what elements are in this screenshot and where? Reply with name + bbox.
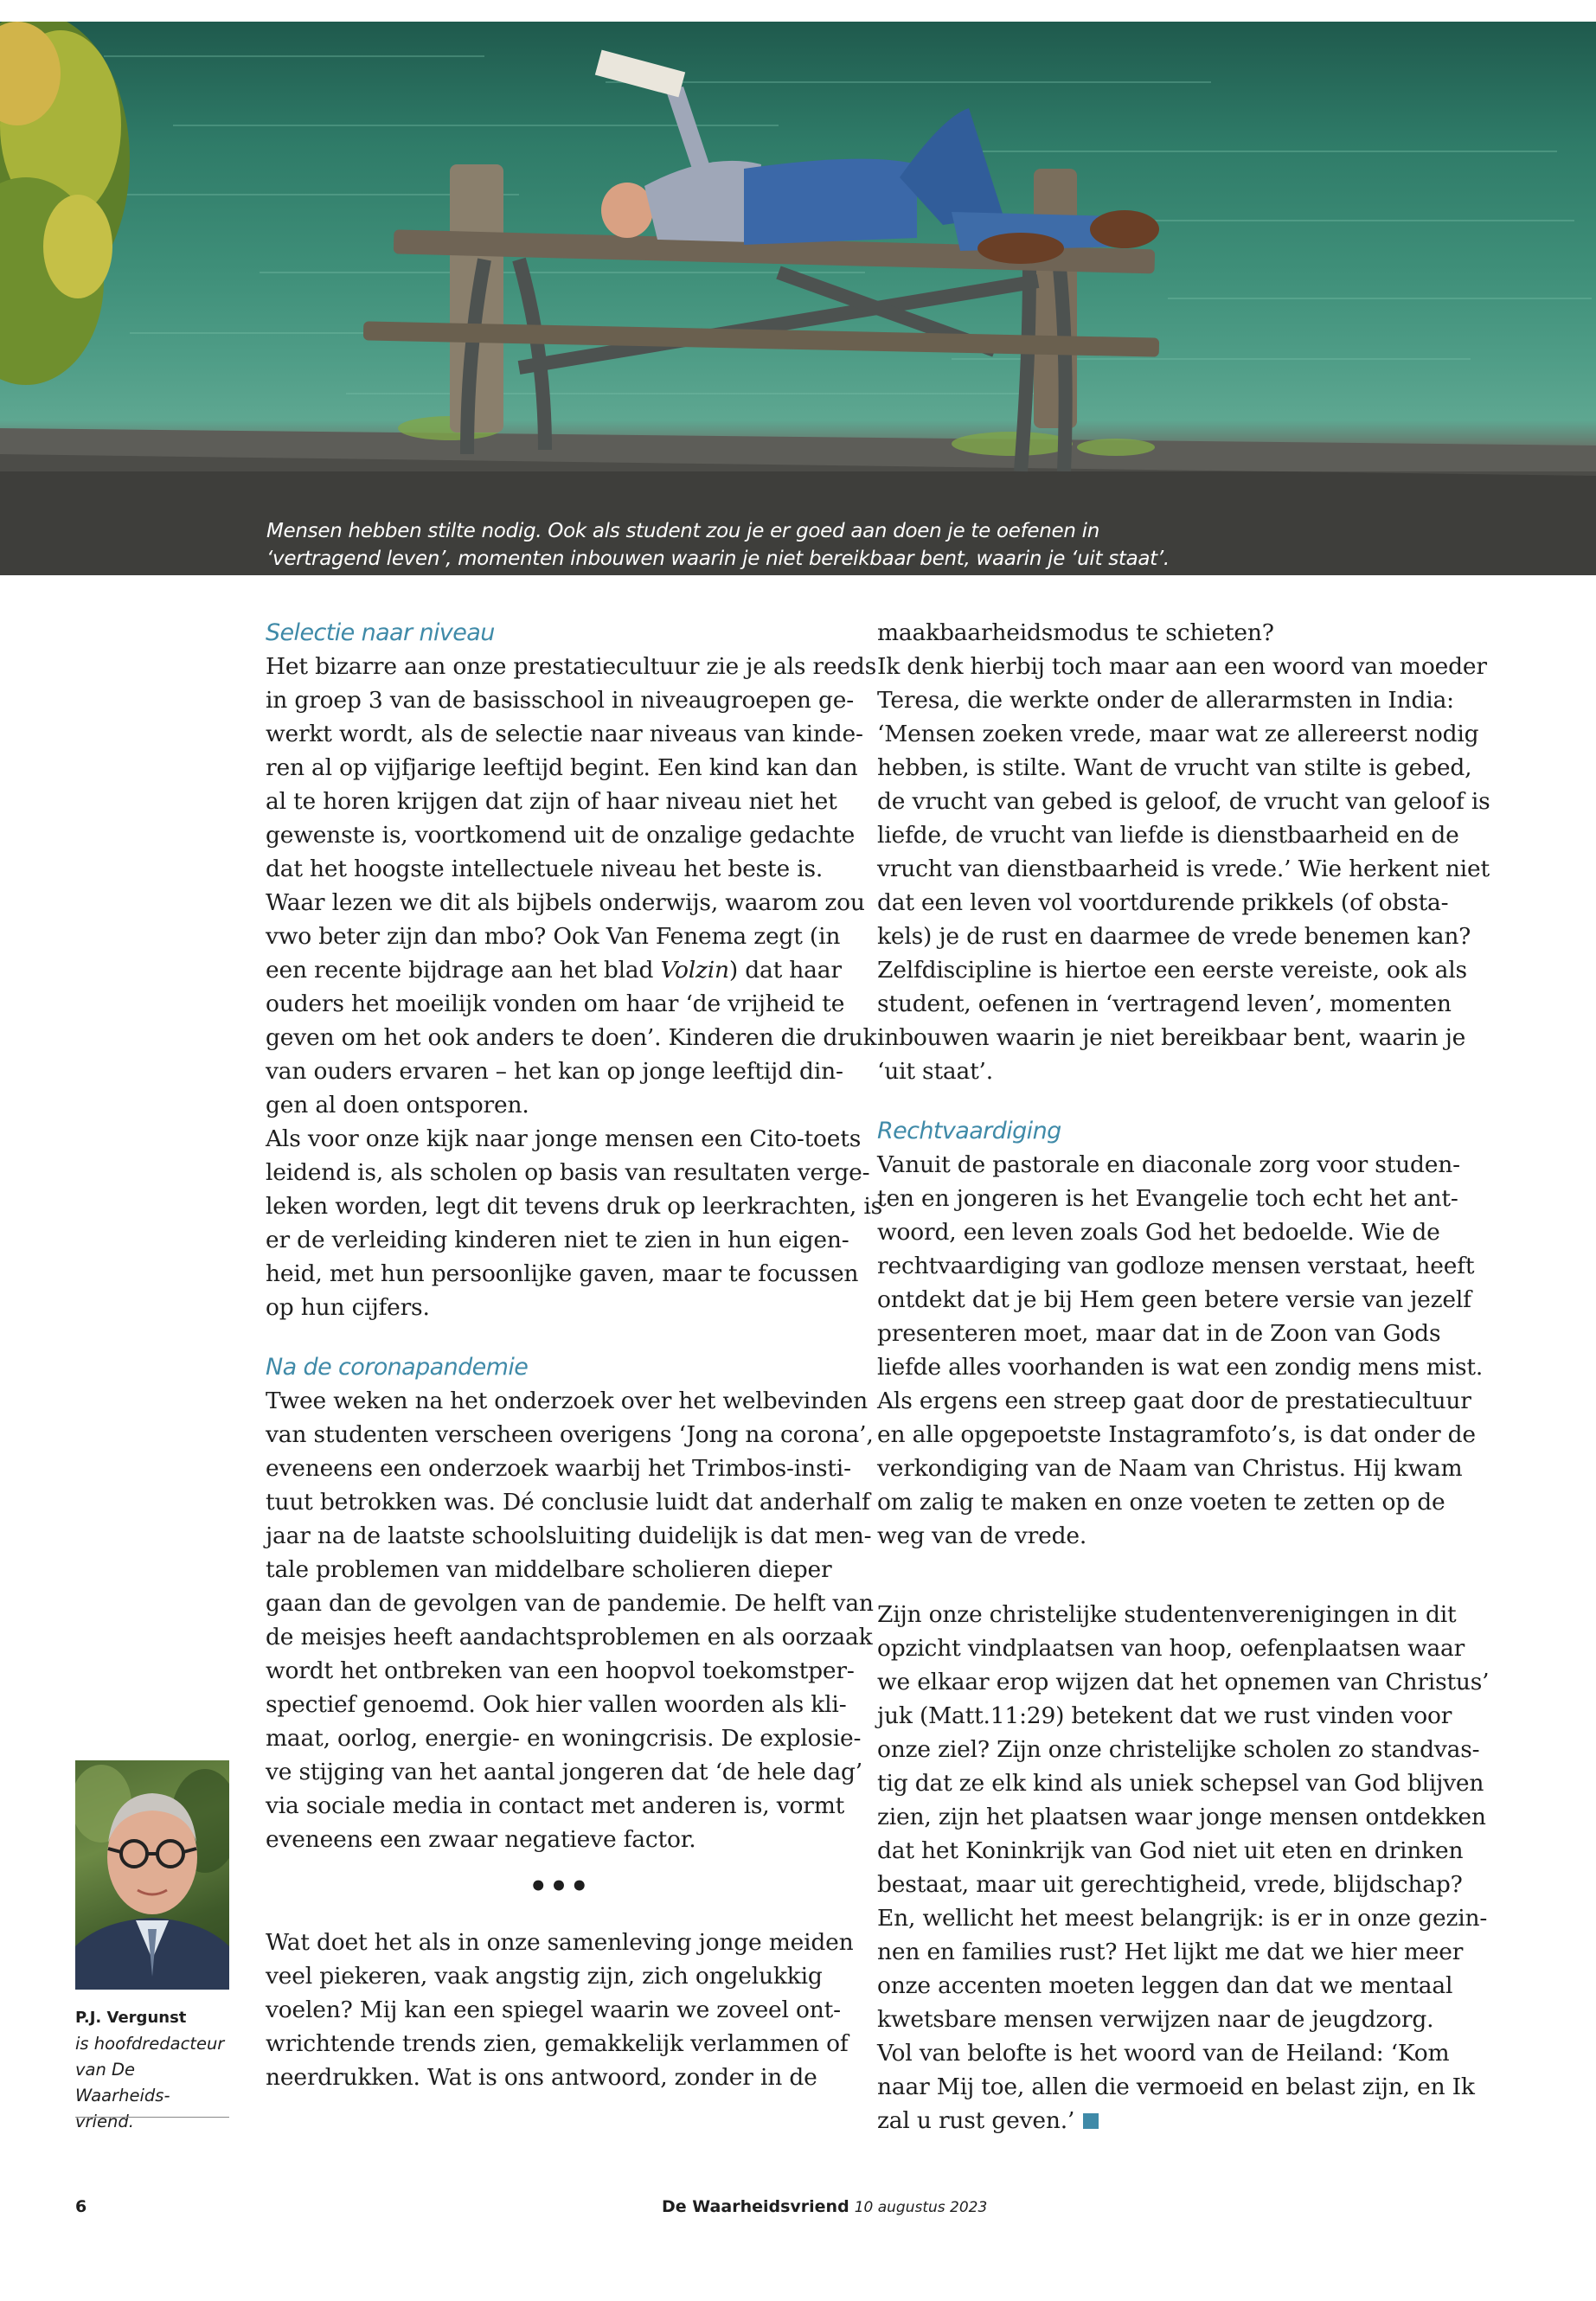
text-line: voelen? Mij kan een spiegel waarin we zoveel ont- <box>266 1997 841 2023</box>
magazine-title: Volzin <box>660 957 729 984</box>
paragraph <box>877 1148 1484 1553</box>
section-heading: Selectie naar niveau <box>266 619 495 646</box>
page-number: 6 <box>75 2197 87 2216</box>
text-line: eveneens een onderzoek waarbij het Trimbos-insti- <box>266 1455 851 1482</box>
text-line: jaar na de laatste schoolsluiting duidelijk is dat men- <box>266 1522 872 1549</box>
text-line: van ouders ervaren – het kan op jonge leeftijd din- <box>266 1058 843 1085</box>
text-line: om zalig te maken en onze voeten te zetten op de <box>877 1489 1445 1516</box>
spacer <box>266 1324 854 1350</box>
article-column-left <box>266 616 883 2094</box>
caption-line: ‘vertragend leven’, momenten inbouwen waarin je niet bereikbaar bent, waarin je ‘uit staat’. <box>266 548 1170 570</box>
text-line: Als voor onze kijk naar jonge mensen een Cito-toets <box>266 1125 862 1152</box>
paragraph <box>877 616 1490 1088</box>
text-line: tuut betrokken was. Dé conclusie luidt dat anderhalf <box>266 1489 870 1516</box>
text-line: leken worden, legt dit tevens druk op leerkrachten, is <box>266 1193 883 1220</box>
text-line: de meisjes heeft aandachtsproblemen en als oorzaak <box>266 1624 873 1650</box>
text-line: ren al op vijfjarige leeftijd begint. Een kind kan dan <box>266 754 858 781</box>
text-line: Twee weken na het onderzoek over het welbevinden <box>266 1388 868 1414</box>
text-line: juk (Matt.11:29) betekent dat we rust vinden voor <box>877 1702 1452 1729</box>
text-line: Zelfdiscipline is hiertoe een eerste vereiste, ook als <box>877 957 1467 984</box>
text-line: vrucht van dienstbaarheid is vrede.’ Wie herkent niet <box>877 856 1490 882</box>
text-fragment: zal u rust geven.’ <box>877 2107 1075 2134</box>
text-line: ‘Mensen zoeken vrede, maar wat ze allereerst nodig <box>877 721 1479 747</box>
author-description-line: is hoofdredacteur <box>75 2034 225 2054</box>
text-line: Teresa, die werkte onder de allerarmsten in India: <box>877 687 1454 714</box>
author-photo <box>75 1760 229 1990</box>
text-line: opzicht vindplaatsen van hoop, oefenplaatsen waar <box>877 1635 1465 1662</box>
text-line: verkondiging van de Naam van Christus. Hij kwam <box>877 1455 1463 1482</box>
section-separator: ••• <box>529 1869 591 1904</box>
author-description-line: van De Waarheids- <box>75 2060 170 2106</box>
text-line: student, oefenen in ‘vertragend leven’, momenten <box>877 990 1452 1017</box>
text-line: gewenste is, voortkomend uit de onzalige gedachte <box>266 822 856 849</box>
text-line: rechtvaardiging van godloze mensen verstaat, heeft <box>877 1253 1475 1279</box>
section-heading: Rechtvaardiging <box>877 1118 1061 1144</box>
text-line: Vanuit de pastorale en diaconale zorg voor studen- <box>877 1151 1460 1178</box>
text-line: liefde alles voorhanden is wat een zondig mens mist. <box>877 1354 1484 1381</box>
text-line: Wat doet het als in onze samenleving jonge meiden <box>266 1929 854 1956</box>
text-line: eveneens een zwaar negatieve factor. <box>266 1826 696 1853</box>
text-line: van studenten verscheen overigens ‘Jong na corona’, <box>266 1421 874 1448</box>
text-line: al te horen krijgen dat zijn of haar niveau niet het <box>266 788 837 815</box>
author-name: P.J. Vergunst <box>75 2009 187 2027</box>
text-line: maat, oorlog, energie- en woningcrisis. De explosie- <box>266 1725 862 1752</box>
text-line: er de verleiding kinderen niet te zien in hun eigen- <box>266 1227 849 1253</box>
text-line: ontdekt dat je bij Hem geen betere versie van jezelf <box>877 1286 1471 1313</box>
text-line: hebben, is stilte. Want de vrucht van stilte is gebed, <box>877 754 1472 781</box>
author-portrait-illustration <box>75 1760 229 1990</box>
text-line: inbouwen waarin je niet bereikbaar bent, waarin je <box>877 1024 1466 1051</box>
divider <box>75 2117 229 2118</box>
text-line: geven om het ook anders te doen’. Kinderen die druk <box>266 1024 877 1051</box>
caption-line: Mensen hebben stilte nodig. Ook als student zou je er goed aan doen je te oefenen in <box>266 520 1100 542</box>
text-line: zien, zijn het plaatsen waar jonge mensen ontdekken <box>877 1804 1486 1830</box>
text-line: ‘uit staat’. <box>877 1058 993 1085</box>
text-line: vwo beter zijn dan mbo? Ook Van Fenema zegt (in <box>266 923 841 950</box>
text-line: onze ziel? Zijn onze christelijke scholen zo standvas- <box>877 1736 1480 1763</box>
text-line: Waar lezen we dit als bijbels onderwijs, waarom zou <box>266 889 865 916</box>
author-description-line: vriend. <box>75 2112 134 2131</box>
text-line: wordt het ontbreken van een hoopvol toekomstper- <box>266 1657 855 1684</box>
text-line: ten en jongeren is het Evangelie toch echt het ant- <box>877 1185 1458 1212</box>
text-line: dat het hoogste intellectuele niveau het beste is. <box>266 856 824 882</box>
text-line: presenteren moet, maar dat in de Zoon van Gods <box>877 1320 1441 1347</box>
text-line: heid, met hun persoonlijke gaven, maar te focussen <box>266 1260 859 1287</box>
text-line: gaan dan de gevolgen van de pandemie. De helft van <box>266 1590 874 1617</box>
text-line: kwetsbare mensen verwijzen naar de jeugdzorg. <box>877 2006 1434 2033</box>
paragraph <box>266 1384 874 1856</box>
text-line: dat een leven vol voortdurende prikkels (of obsta- <box>877 889 1449 916</box>
text-line: Zijn onze christelijke studentenverenigingen in dit <box>877 1601 1457 1628</box>
photo-caption <box>266 517 1477 573</box>
text-line: kels) je de rust en daarmee de vrede benemen kan? <box>877 923 1471 950</box>
text-line: dat het Koninkrijk van God niet uit eten en drinken <box>877 1837 1464 1864</box>
text-line: we elkaar erop wijzen dat het opnemen van Christus’ <box>877 1669 1490 1695</box>
text-line: tale problemen van middelbare scholieren dieper <box>266 1556 832 1583</box>
text-line: maakbaarheidsmodus te schieten? <box>877 619 1274 646</box>
paragraph <box>266 1926 854 2094</box>
text-line: spectief genoemd. Ook hier vallen woorden als kli- <box>266 1691 847 1718</box>
text-line <box>266 953 854 987</box>
text-line: Vol van belofte is het woord van de Heiland: ‘Kom <box>877 2040 1450 2067</box>
text-line: gen al doen ontsporen. <box>266 1092 529 1118</box>
text-line: Het bizarre aan onze prestatiecultuur zie je als reeds <box>266 653 877 680</box>
text-line: leidend is, als scholen op basis van resultaten verge- <box>266 1159 870 1186</box>
text-line: En, wellicht het meest belangrijk: is er in onze gezin- <box>877 1905 1488 1932</box>
text-line: onze accenten moeten leggen dan dat we mentaal <box>877 1972 1453 1999</box>
text-line: Als ergens een streep gaat door de prestatiecultuur <box>877 1388 1471 1414</box>
end-mark-icon <box>1083 2113 1099 2129</box>
hero-photo <box>0 22 1596 575</box>
text-line: de vrucht van gebed is geloof, de vrucht van geloof is <box>877 788 1490 815</box>
text-fragment: ) dat haar <box>728 957 842 984</box>
text-line: bestaat, maar uit gerechtigheid, vrede, blijdschap? <box>877 1871 1463 1898</box>
text-line: ve stijging van het aantal jongeren dat ‘de hele dag’ <box>266 1759 862 1785</box>
paragraph <box>266 1122 883 1324</box>
section-heading: Na de coronapandemie <box>266 1354 529 1381</box>
text-line: Ik denk hierbij toch maar aan een woord van moeder <box>877 653 1487 680</box>
text-line: werkt wordt, als de selectie naar niveaus van kinde- <box>266 721 863 747</box>
magazine-name: De Waarheidsvriend <box>662 2197 849 2216</box>
text-line: liefde, de vrucht van liefde is dienstbaarheid en de <box>877 822 1459 849</box>
paragraph <box>877 1598 1490 2138</box>
text-line: en alle opgepoetste Instagramfoto’s, is dat onder de <box>877 1421 1476 1448</box>
text-line: naar Mij toe, allen die vermoeid en belast zijn, en Ik <box>877 2073 1475 2100</box>
text-fragment: een recente bijdrage aan het blad <box>266 957 661 984</box>
text-line: op hun cijfers. <box>266 1294 430 1321</box>
text-line: veel piekeren, vaak angstig zijn, zich ongelukkig <box>266 1963 823 1990</box>
text-line: nen en families rust? Het lijkt me dat we hier meer <box>877 1939 1464 1965</box>
text-line: via sociale media in contact met anderen is, vormt <box>266 1792 845 1819</box>
text-line: woord, een leven zoals God het bedoelde. Wie de <box>877 1219 1440 1246</box>
spacer <box>877 1553 1465 1598</box>
paragraph <box>266 650 877 1122</box>
spacer <box>877 1088 1465 1114</box>
lake-bench-illustration <box>0 22 1596 575</box>
text-line: ouders het moeilijk vonden om haar ‘de vrijheid te <box>266 990 845 1017</box>
text-line: in groep 3 van de basisschool in niveaugroepen ge- <box>266 687 855 714</box>
article-column-right <box>877 616 1490 2138</box>
text-line: neerdrukken. Wat is ons antwoord, zonder in de <box>266 2064 817 2091</box>
text-line: wrichtende trends zien, gemakkelijk verlammen of <box>266 2030 849 2057</box>
page-footer <box>662 2197 987 2216</box>
author-bio <box>75 2005 229 2135</box>
text-line: tig dat ze elk kind als uniek schepsel van God blijven <box>877 1770 1484 1797</box>
text-line <box>877 2104 1465 2138</box>
text-line: weg van de vrede. <box>877 1522 1087 1549</box>
issue-date: 10 augustus 2023 <box>854 2199 988 2216</box>
